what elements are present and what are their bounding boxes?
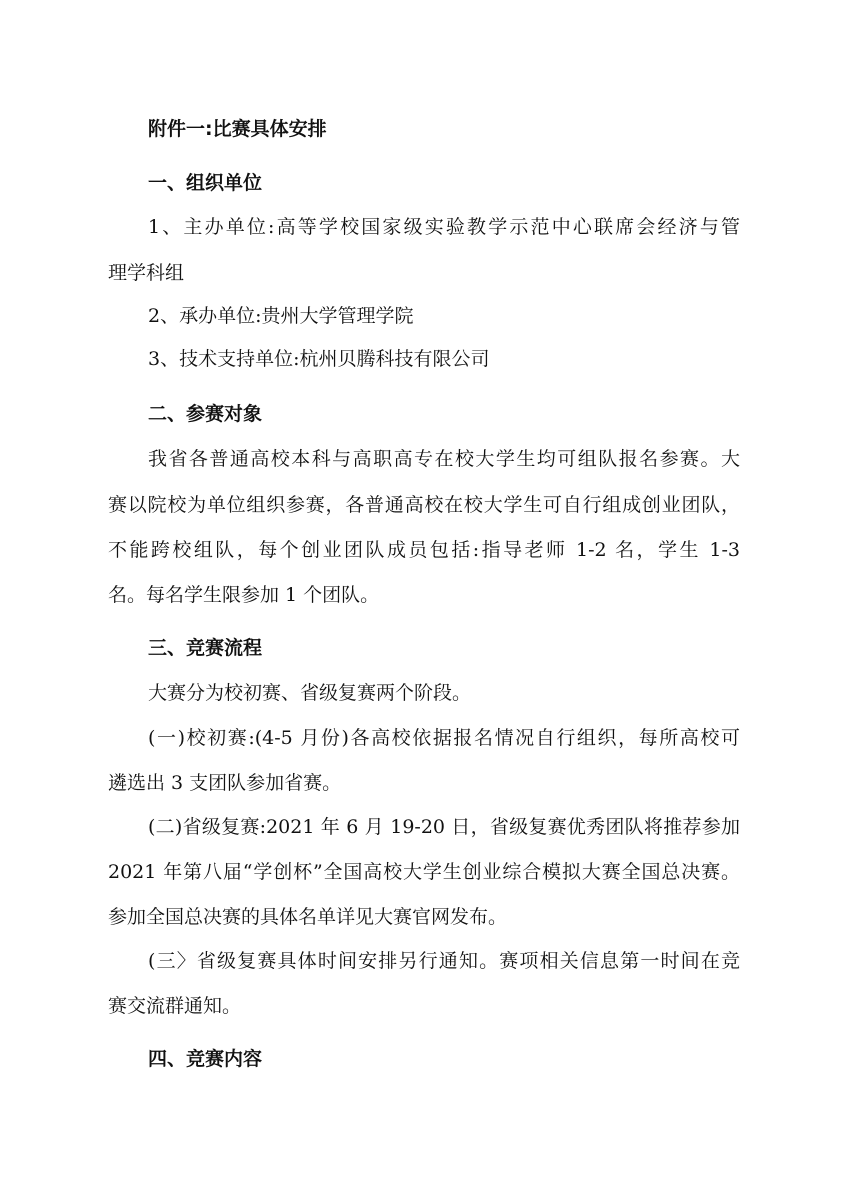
organizer-item-undertaker: 2、承办单位:贵州大学管理学院 bbox=[148, 305, 414, 327]
process-stage-school-continued: 遴选出 3 支团队参加省赛。 bbox=[108, 772, 342, 794]
participants-paragraph-line: 我省各普通高校本科与高职高专在校大学生均可组队报名参赛。大 bbox=[148, 448, 740, 470]
process-intro: 大赛分为校初赛、省级复赛两个阶段。 bbox=[148, 682, 472, 704]
organizer-item-host-continued: 理学科组 bbox=[108, 262, 185, 284]
participants-paragraph-line: 赛以院校为单位组织参赛，各普通高校在校大学生可自行组成创业团队， bbox=[108, 494, 740, 516]
participants-paragraph-line: 不能跨校组队，每个创业团队成员包括:指导老师 1-2 名，学生 1-3 bbox=[108, 539, 740, 561]
section-heading-participants: 二、参赛对象 bbox=[148, 403, 263, 425]
attachment-title: 附件一:比赛具体安排 bbox=[148, 118, 327, 140]
section-heading-process: 三、竞赛流程 bbox=[148, 637, 263, 659]
process-stage-provincial: (二)省级复赛:2021 年 6 月 19-20 日，省级复赛优秀团队将推荐参加 bbox=[148, 816, 740, 838]
process-stage-schedule: (三〉省级复赛具体时间安排另行通知。赛项相关信息第一时间在竞 bbox=[148, 950, 740, 972]
organizer-item-tech-support: 3、技术支持单位:杭州贝腾科技有限公司 bbox=[148, 348, 490, 370]
process-stage-schedule-continued: 赛交流群通知。 bbox=[108, 995, 242, 1017]
participants-paragraph-line: 名。每名学生限参加 1 个团队。 bbox=[108, 584, 380, 606]
section-heading-organizers: 一、组织单位 bbox=[148, 172, 263, 194]
section-heading-content: 四、竞赛内容 bbox=[148, 1048, 263, 1070]
organizer-item-host: 1、主办单位:高等学校国家级实验教学示范中心联席会经济与管 bbox=[148, 216, 740, 238]
process-stage-provincial-continued: 参加全国总决赛的具体名单详见大赛官网发布。 bbox=[108, 906, 508, 928]
process-stage-school: (一)校初赛:(4-5 月份)各高校依据报名情况自行组织，每所高校可 bbox=[148, 727, 740, 749]
process-stage-provincial-continued: 2021 年第八届“学创杯”全国高校大学生创业综合模拟大赛全国总决赛。 bbox=[108, 861, 740, 883]
